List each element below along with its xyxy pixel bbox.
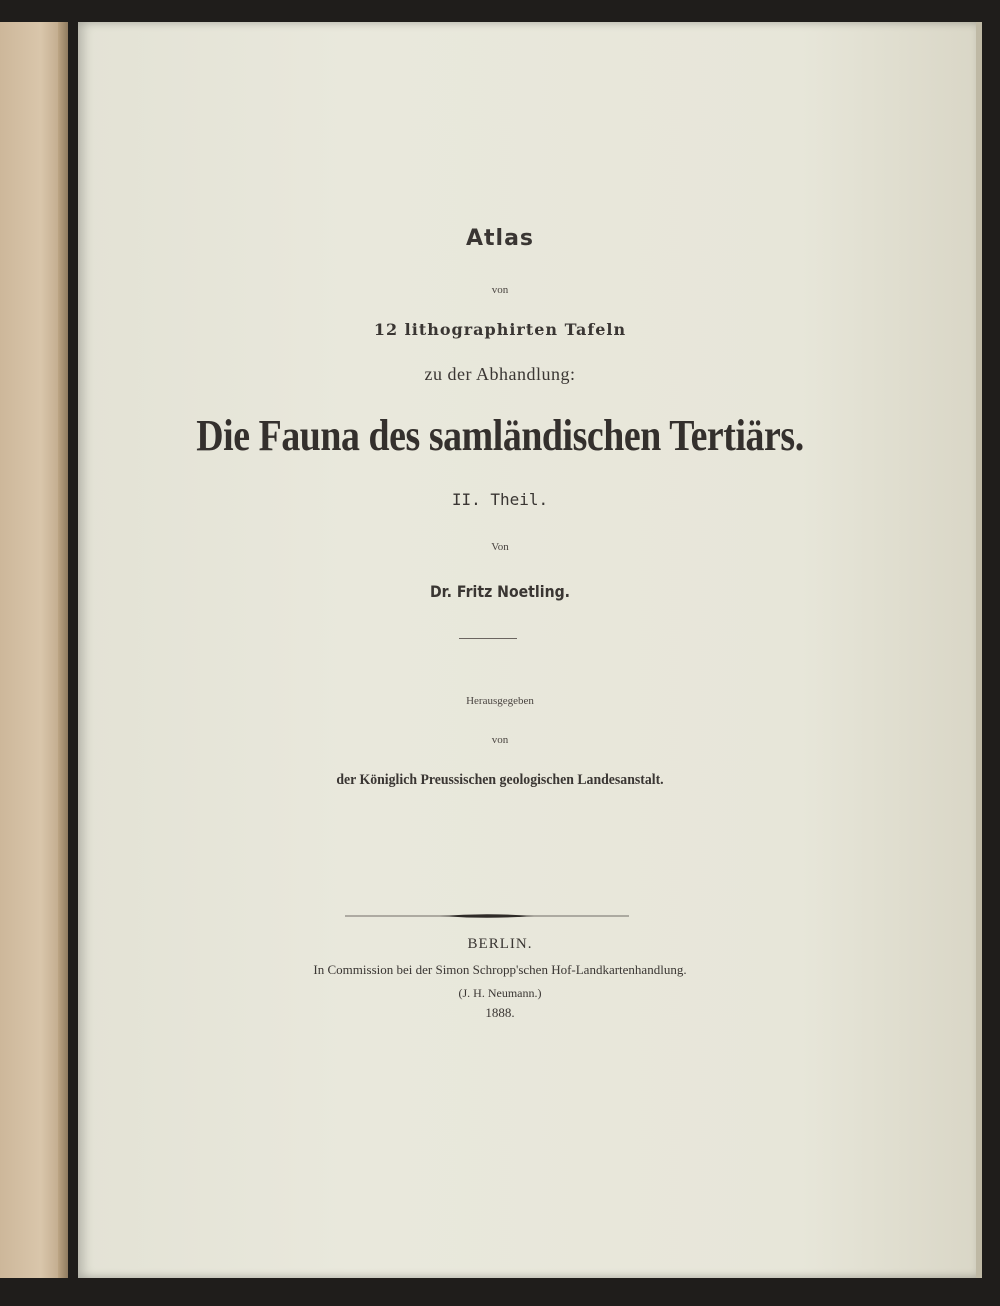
facing-page-edge bbox=[58, 22, 68, 1284]
von-line-3: von bbox=[491, 734, 509, 746]
commission-line: In Commission bei der Simon Schropp'schen Hof-Landkartenhandlung. bbox=[313, 962, 687, 977]
agent-line: (J. H. Neumann.) bbox=[458, 986, 542, 1000]
ornamental-rule bbox=[345, 913, 629, 919]
scan-border bbox=[0, 1278, 1000, 1306]
zu-line: zu der Abhandlung: bbox=[424, 364, 576, 384]
year-line: 1888. bbox=[485, 1005, 515, 1020]
city-line: BERLIN. bbox=[467, 936, 533, 952]
atlas-heading: Atlas bbox=[465, 226, 535, 251]
divider-rule bbox=[459, 638, 517, 639]
herausgegeben-line: Herausgegeben bbox=[466, 695, 534, 707]
part-line: II. Theil. bbox=[451, 490, 549, 509]
plates-line: 12 lithographirten Tafeln bbox=[373, 320, 627, 339]
title-page bbox=[78, 22, 982, 1278]
von-line-2: Von bbox=[491, 541, 509, 553]
author-line: Dr. Fritz Noetling. bbox=[429, 582, 571, 601]
publisher-line: der Königlich Preussischen geologischen Landesanstalt. bbox=[336, 772, 664, 788]
page-edge bbox=[976, 22, 982, 1278]
main-title: Die Fauna des samländischen Tertiärs. bbox=[196, 411, 804, 460]
von-line-1: von bbox=[491, 284, 509, 296]
